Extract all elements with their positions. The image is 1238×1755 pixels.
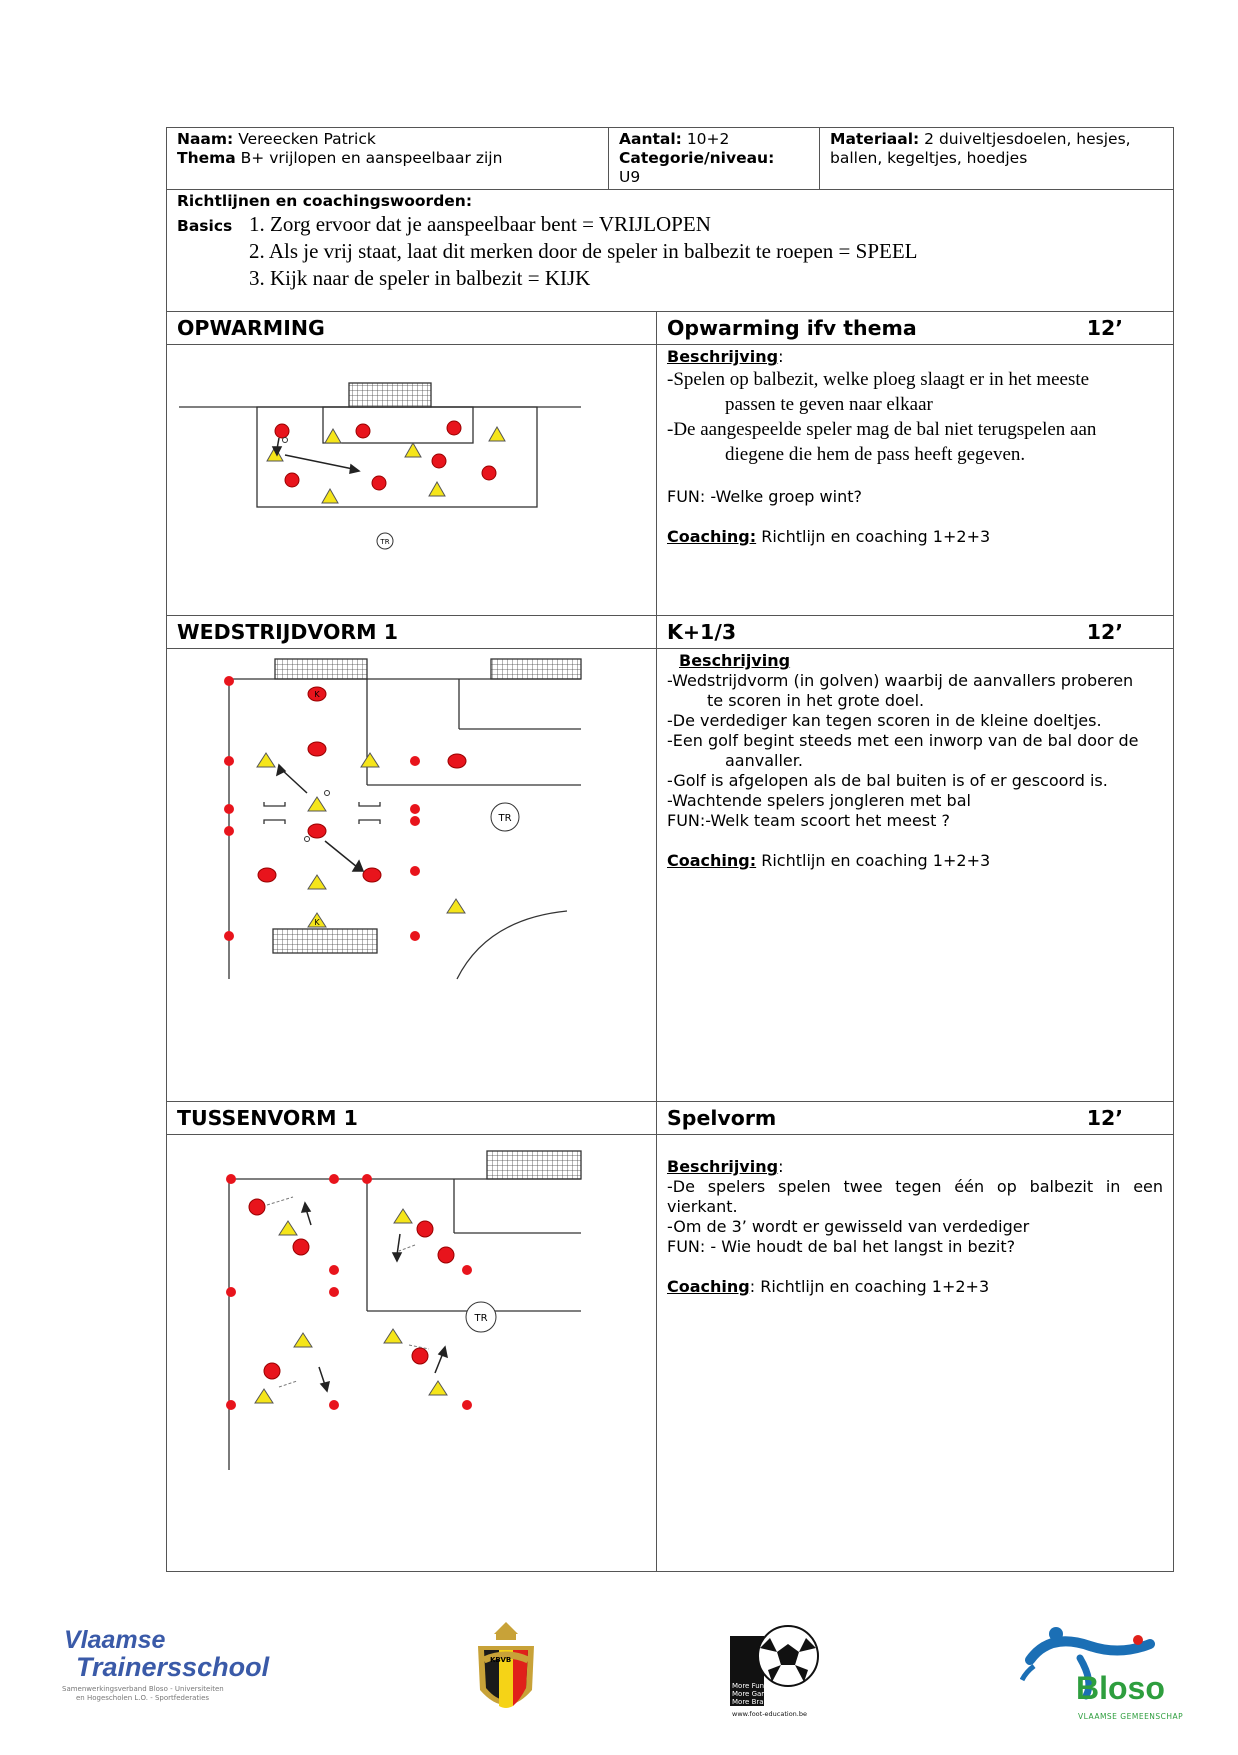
naam-label: Naam: xyxy=(177,130,234,148)
coaching-text: Richtlijn en coaching 1+2+3 xyxy=(761,851,991,870)
coaching-label: Coaching: xyxy=(667,527,757,546)
section-title: OPWARMING xyxy=(167,312,657,345)
foot-education-logo xyxy=(726,1622,826,1726)
section-header-opwarming xyxy=(167,312,1174,345)
guidelines-row xyxy=(167,190,1174,312)
section-body-tussenvorm xyxy=(167,1135,1174,1572)
naam-value: Vereecken Patrick xyxy=(238,130,376,148)
section-subtitle-cell xyxy=(657,616,1174,649)
guideline-1: 1. Zorg ervoor dat je aanspeelbaar bent = VRIJLOPEN xyxy=(249,212,711,236)
guideline-3: 3. Kijk naar de speler in balbezit = KIJK xyxy=(249,266,591,290)
section-subtitle: K+1/3 xyxy=(667,620,737,644)
coaching-label: Coaching: xyxy=(667,851,757,870)
description-line: diegene die hem de pass heeft gegeven. xyxy=(725,444,1026,465)
section-subtitle: Opwarming ifv thema xyxy=(667,316,917,340)
description-line: -Wedstrijdvorm (in golven) waarbij de aanvallers proberen xyxy=(667,671,1134,690)
section-subtitle-cell xyxy=(657,1102,1174,1135)
slogan-line: More Brains xyxy=(732,1698,774,1706)
materiaal-cell xyxy=(820,128,1174,190)
section-subtitle-cell xyxy=(657,312,1174,345)
slogan-line: More Games xyxy=(732,1690,777,1698)
foot-url: www.foot-education.be xyxy=(732,1710,807,1718)
section-duration: 12’ xyxy=(1086,620,1124,644)
section-duration: 12’ xyxy=(1086,316,1124,340)
description-cell: Beschrijving: -De spelers spelen twee tegen één op balbezit in een vierkant. -Om de 3’ wordt er gewisseld van verdediger FUN: - Wie houdt de bal het langst in bezit? Coaching: Richtlijn en coaching 1+2+3 xyxy=(657,1135,1174,1572)
square-diagram xyxy=(167,1135,647,1571)
logo-subtext: en Hogescholen L.O. - Sportfederaties xyxy=(76,1694,210,1702)
guidelines-title: Richtlijnen en coachingswoorden: xyxy=(177,192,473,210)
warmup-diagram xyxy=(167,345,647,615)
diagram-cell xyxy=(167,1135,657,1572)
thema-value: B+ vrijlopen en aanspeelbaar zijn xyxy=(240,149,503,167)
description-label: Beschrijving xyxy=(679,651,791,670)
description-line: -De spelers spelen twee tegen één op balbezit in een vierkant. xyxy=(667,1177,1164,1216)
trainer-marker: TR xyxy=(498,813,512,824)
section-duration: 12’ xyxy=(1086,1106,1124,1130)
logo-subtext: Samenwerkingsverband Bloso - Universiteiten xyxy=(62,1685,224,1693)
section-body-wedstrijdvorm xyxy=(167,649,1174,1102)
description-line: -Een golf begint steeds met een inworp van de bal door de xyxy=(667,731,1139,750)
description-line: te scoren in het grote doel. xyxy=(707,691,925,710)
footer-logos xyxy=(0,1620,1238,1740)
description-label: Beschrijving xyxy=(667,1157,779,1176)
materiaal-value: 2 duiveltjesdoelen, hesjes, xyxy=(924,130,1131,148)
description-line: FUN: - Wie houdt de bal het langst in bezit? xyxy=(667,1237,1016,1256)
aantal-label: Aantal: xyxy=(619,130,682,148)
coaching-label: Coaching xyxy=(667,1277,750,1296)
description-line: -Wachtende spelers jongleren met bal xyxy=(667,791,971,810)
match-diagram xyxy=(167,649,647,1101)
logo-text: Vlaamse xyxy=(64,1626,166,1654)
keeper-marker: K xyxy=(314,918,320,927)
trainer-marker: TR xyxy=(474,1313,488,1324)
description-label: Beschrijving xyxy=(667,347,779,366)
guideline-2: 2. Als je vrij staat, laat dit merken door de speler in balbezit te roepen = SPEEL xyxy=(249,239,918,263)
coaching-text: : Richtlijn en coaching 1+2+3 xyxy=(749,1277,990,1296)
description-cell: Beschrijving: -Spelen op balbezit, welke ploeg slaagt er in het meeste passen te geven naar elkaar -De aangespeelde speler mag de bal niet terugspelen aan diegene die hem de pass heeft gegeven. FUN: -Welke groep wint? Coaching: Richtlijn en coaching 1+2+3 xyxy=(657,345,1174,616)
bloso-logo xyxy=(1020,1622,1190,1730)
categorie-value: U9 xyxy=(619,168,641,186)
aantal-cell xyxy=(609,128,820,190)
description-line: -Spelen op balbezit, welke ploeg slaagt er in het meeste xyxy=(667,369,1090,390)
description-line: -De aangespeelde speler mag de bal niet terugspelen aan xyxy=(667,419,1097,440)
description-line: aanvaller. xyxy=(725,751,803,770)
session-sheet xyxy=(166,127,1173,1572)
training-table xyxy=(166,127,1174,1572)
diagram-cell xyxy=(167,649,657,1102)
aantal-value: 10+2 xyxy=(686,130,730,148)
logo-text: Trainersschool xyxy=(76,1652,270,1682)
naam-cell xyxy=(167,128,609,190)
thema-label: Thema xyxy=(177,149,236,167)
foot-slogan xyxy=(732,1682,776,1706)
section-header-tussenvorm xyxy=(167,1102,1174,1135)
description-line: passen te geven naar elkaar xyxy=(725,394,933,415)
description-line: -Golf is afgelopen als de bal buiten is of er gescoord is. xyxy=(667,771,1108,790)
categorie-label: Categorie/niveau: xyxy=(619,149,775,167)
coaching-text: Richtlijn en coaching 1+2+3 xyxy=(761,527,991,546)
section-body-opwarming xyxy=(167,345,1174,616)
keeper-marker: K xyxy=(314,690,320,699)
bloso-text: Bloso xyxy=(1076,1670,1165,1706)
bloso-subtext: VLAAMSE GEMEENSCHAP xyxy=(1078,1712,1184,1721)
guidelines-cell xyxy=(167,190,1174,312)
section-subtitle: Spelvorm xyxy=(667,1106,777,1130)
materiaal-value-2: ballen, kegeltjes, hoedjes xyxy=(830,149,1028,167)
kbvb-crest-logo xyxy=(466,1620,546,1724)
description-line: -Om de 3’ wordt er gewisseld van verdediger xyxy=(667,1217,1030,1236)
basics-label: Basics xyxy=(177,217,233,235)
materiaal-label: Materiaal: xyxy=(830,130,920,148)
section-header-wedstrijdvorm xyxy=(167,616,1174,649)
description-cell xyxy=(657,649,1174,1102)
trainer-marker: TR xyxy=(380,538,390,546)
vlaamse-trainersschool-logo xyxy=(62,1628,282,1703)
slogan-line: More Fun xyxy=(732,1682,765,1690)
diagram-cell xyxy=(167,345,657,616)
fun-line: FUN: -Welke groep wint? xyxy=(667,487,862,506)
section-title: TUSSENVORM 1 xyxy=(167,1102,657,1135)
section-title: WEDSTRIJDVORM 1 xyxy=(167,616,657,649)
description-line: -De verdediger kan tegen scoren in de kleine doeltjes. xyxy=(667,711,1102,730)
kbvb-text: KBVB xyxy=(490,1656,512,1664)
header-row xyxy=(167,128,1174,190)
description-line: FUN:-Welk team scoort het meest ? xyxy=(667,811,950,830)
